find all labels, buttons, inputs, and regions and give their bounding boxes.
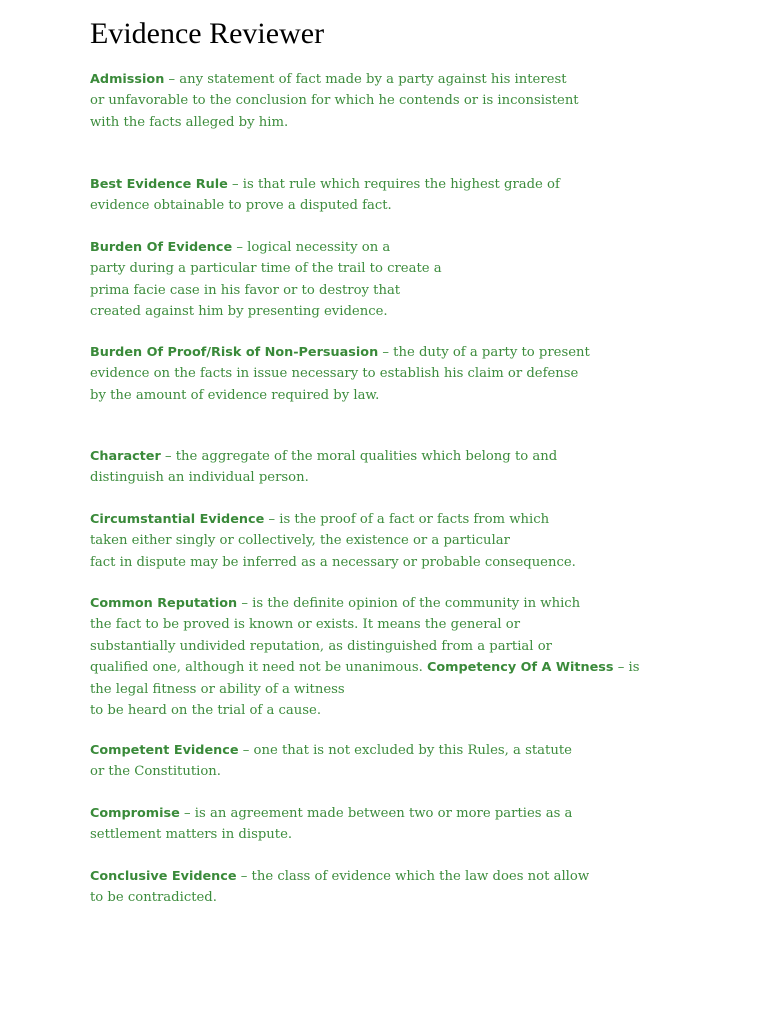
definition-text: – is that rule which requires the highest grade of [227, 177, 560, 192]
entry-line [90, 342, 590, 363]
definition-text: distinguish an individual person. [90, 470, 309, 486]
entry-character [90, 446, 557, 489]
definition-text: – the class of evidence which the law does not allow [236, 869, 590, 884]
definition-text: – logical necessity on a [232, 240, 391, 255]
entry-line [90, 174, 560, 195]
term-burden-of-proof: Burden Of Proof/Risk of Non-Persuasion [90, 345, 379, 360]
entry-best-evidence-rule [90, 174, 560, 217]
term-compromise: Compromise [90, 806, 180, 821]
definition-text: settlement matters in dispute. [90, 827, 293, 843]
term-best-evidence-rule: Best Evidence Rule [90, 177, 228, 192]
entry-line [90, 803, 572, 824]
entry-line [90, 446, 557, 467]
definition-text: created against him by presenting evidence. [90, 304, 388, 320]
entry-line [90, 69, 579, 90]
definition-text: – is the proof of a fact or facts from which [264, 512, 550, 527]
definition-text: or unfavorable to the conclusion for which he contends or is inconsistent [90, 93, 579, 109]
term-competent-evidence: Competent Evidence [90, 743, 239, 758]
term-admission: Admission [90, 72, 165, 87]
entry-circumstantial-evidence [90, 509, 576, 573]
entry-line [90, 657, 640, 678]
entry-line [90, 593, 640, 614]
entry-line [90, 237, 442, 258]
definition-text: evidence on the facts in issue necessary to establish his claim or defense [90, 366, 579, 382]
definition-text: the legal fitness or ability of a witness [90, 681, 345, 697]
entry-admission [90, 69, 579, 133]
entry-burden-of-proof [90, 342, 590, 406]
page-title: Evidence Reviewer [90, 17, 325, 50]
term-common-reputation: Common Reputation [90, 596, 238, 611]
definition-text: – the duty of a party to present [378, 345, 590, 360]
definition-text: prima facie case in his favor or to destroy that [90, 282, 401, 298]
definition-text: qualified one, although it need not be unanimous. [90, 660, 427, 676]
definition-text: – one that is not excluded by this Rules, a statute [238, 743, 572, 758]
definition-text: fact in dispute may be inferred as a necessary or probable consequence. [90, 554, 576, 570]
entry-line [90, 740, 572, 761]
definition-text: – any statement of fact made by a party against his interest [164, 72, 567, 87]
definition-text: – the aggregate of the moral qualities which belong to and [160, 449, 558, 464]
definition-text: or the Constitution. [90, 764, 221, 780]
definition-text: evidence obtainable to prove a disputed fact. [90, 198, 392, 214]
entry-common-reputation [90, 593, 640, 721]
term-competency-of-a-witness: Competency Of A Witness [426, 660, 614, 676]
term-burden-of-evidence: Burden Of Evidence [90, 240, 233, 255]
definition-text: with the facts alleged by him. [90, 114, 289, 130]
definition-text: – is the definite opinion of the community in which [237, 596, 581, 611]
entry-conclusive-evidence [90, 866, 589, 909]
definition-text: – is [613, 660, 640, 676]
definition-text: taken either singly or collectively, the existence or a particular [90, 533, 510, 549]
definition-text: to be contradicted. [90, 890, 217, 906]
definition-text: substantially undivided reputation, as distinguished from a partial or [90, 638, 552, 654]
term-circumstantial-evidence: Circumstantial Evidence [90, 512, 265, 527]
entry-compromise [90, 803, 572, 846]
definition-text: by the amount of evidence required by law. [90, 387, 380, 403]
definition-text: to be heard on the trial of a cause. [90, 703, 322, 719]
entry-competent-evidence [90, 740, 572, 783]
entry-line [90, 509, 576, 530]
definition-text: party during a particular time of the trail to create a [90, 261, 442, 277]
term-conclusive-evidence: Conclusive Evidence [90, 869, 237, 884]
entry-burden-of-evidence [90, 237, 442, 323]
definition-text: the fact to be proved is known or exists. It means the general or [90, 617, 521, 633]
entry-line [90, 866, 589, 887]
definition-text: – is an agreement made between two or more parties as a [179, 806, 573, 821]
term-character: Character [90, 449, 161, 464]
